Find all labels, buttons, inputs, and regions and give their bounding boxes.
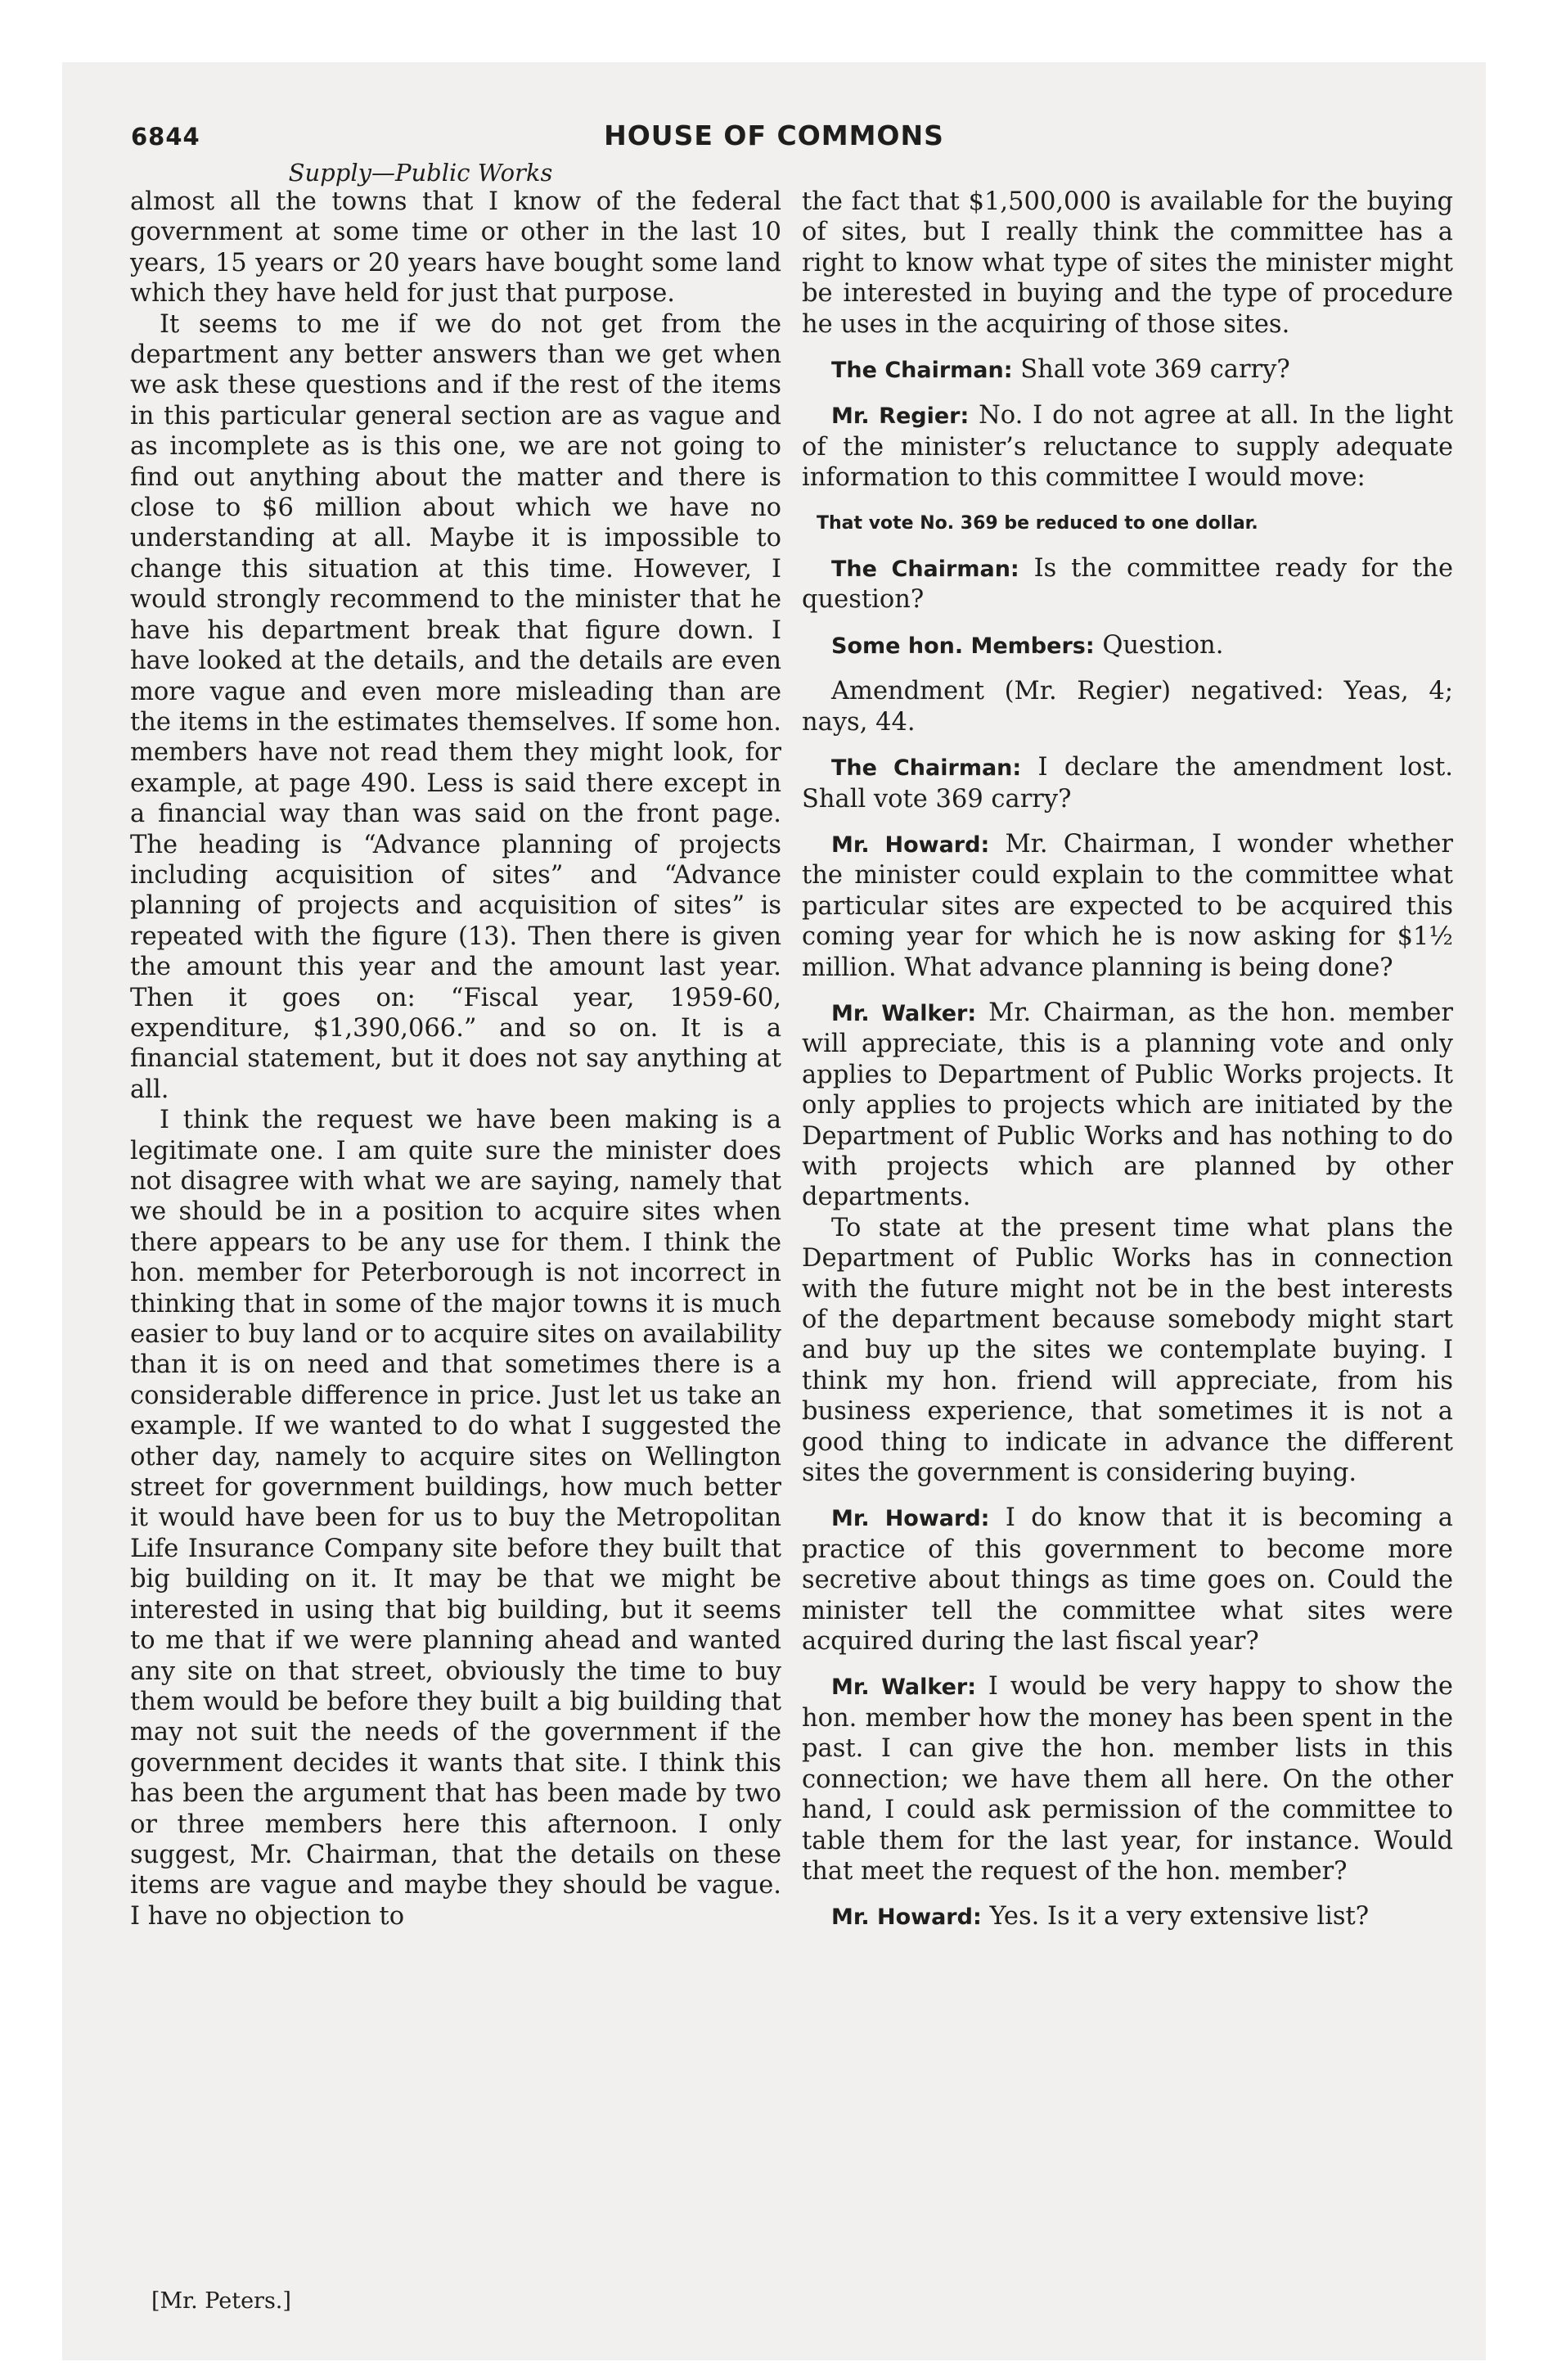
speech-text: Is the committee ready for the question? (802, 554, 1453, 615)
speech-text: I declare the amendment lost. Shall vote 369 carry? (802, 753, 1453, 814)
speech-text: I do know that it is becoming a practice of this government to become more secretive about things as time goes on. Could the minister tell the committee what sites were acquired during the last fiscal year? (802, 1503, 1453, 1657)
speech-text: Mr. Chairman, I wonder whether the minister could explain to the committee what particular sites are expected to be acquired this coming year for which he is now asking for $1½ million. What advance planning is being done? (802, 829, 1453, 982)
paragraph: To state at the present time what plans the Department of Public Works has in connection with the future might not be in the best interests of the department because somebody might start and buy up the sites we contemplate buying. I think my hon. friend will appreciate, from his business experience, that sometimes it is not a good thing to indicate in advance the different sites the government is considering buying. (802, 1213, 1453, 1488)
paragraph: the fact that $1,500,000 is available for the buying of sites, but I really think the committee has a right to know what type of sites the minister might be interested in buying and the type of procedure he uses in the acquiring of those sites. (802, 187, 1453, 339)
page-title: HOUSE OF COMMONS (604, 119, 944, 151)
speech (802, 1901, 1453, 1932)
speech-text: No. I do not agree at all. In the light of the minister’s reluctance to supply adequate information to this committee I would move: (802, 401, 1453, 493)
speaker-name: Mr. Howard: (831, 1506, 990, 1532)
speech-text: Question. (1094, 630, 1224, 660)
paragraph: almost all the towns that I know of the federal government at some time or other in the last 10 years, 15 years or 20 years have bought some land which they have held for just that purpose. (130, 187, 781, 309)
speech (802, 400, 1453, 493)
speaker-name: Mr. Walker: (831, 1000, 977, 1026)
speaker-attribution: [Mr. Peters.] (151, 2288, 291, 2314)
speech (802, 752, 1453, 814)
page (62, 62, 1486, 2360)
paragraph: It seems to me if we do not get from the department any better answers than we get when we ask these questions and if the rest of the items in this particular general section are as vague and as incomplete as is this one, we are not going to find out anything about the matter and there is close to $6 million about which we have no understanding at all. Maybe it is impossible to change this situation at this time. However, I would strongly recommend to the minister that he have his department break that figure down. I have looked at the details, and the details are even more vague and even more misleading than are the items in the estimates themselves. If some hon. members have not read them they might look, for example, at page 490. Less is said there except in a financial way than was said on the front page. The heading is “Advance planning of projects including acquisition of sites” and “Advance planning of projects and acquisition of sites” is repeated with the figure (13). Then there is given the amount this year and the amount last year. Then it goes on: “Fiscal year, 1959-60, expenditure, $1,390,066.” and so on. It is a financial statement, but it does not say anything at all. (130, 309, 781, 1104)
speech-text: Yes. Is it a very extensive list? (981, 1902, 1370, 1931)
right-column (802, 187, 1453, 1933)
speaker-name: The Chairman: (831, 557, 1019, 583)
speaker-name: The Chairman: (831, 358, 1013, 384)
speech-text: I would be very happy to show the hon. member how the money has been spent in the past. I can give the hon. member lists in this connection; we have them all here. On the other hand, I could ask permission of the committee to table them for the last year, for instance. Would that meet the request of the hon. member? (802, 1672, 1453, 1886)
speaker-name: Mr. Howard: (831, 832, 990, 858)
motion-text: That vote No. 369 be reduced to one dollar. (817, 512, 1258, 534)
speaker-name: Mr. Walker: (831, 1675, 977, 1701)
page-number: 6844 (131, 123, 200, 151)
section-heading: Supply—Public Works (288, 159, 553, 187)
speech (802, 829, 1453, 983)
paragraph: I think the request we have been making is a legitimate one. I am quite sure the minister does not disagree with what we are saying, namely that we should be in a position to acquire sites when there appears to be any use for them. I think the hon. member for Peterborough is not incorrect in thinking that in some of the major towns it is much easier to buy land or to acquire sites on availability than it is on need and that sometimes there is a considerable difference in price. Just let us take an example. If we wanted to do what I suggested the other day, namely to acquire sites on Wellington street for government buildings, how much better it would have been for us to buy the Metropolitan Life Insurance Company site before they built that big building on it. It may be that we might be interested in using that big building, but it seems to me that if we were planning ahead and wanted any site on that street, obviously the time to buy them would be before they built a big building that may not suit the needs of the government if the government decides it wants that site. I think this has been the argument that has been made by two or three members here this afternoon. I only suggest, Mr. Chairman, that the details on these items are vague and maybe they should be vague. I have no objection to (130, 1106, 781, 1931)
speech-text: Mr. Chairman, as the hon. member will appreciate, this is a planning vote and only applies to Department of Public Works projects. It only applies to projects which are initiated by the Department of Public Works and has nothing to do with projects which are planned by other departments. (802, 998, 1453, 1212)
speaker-name: The Chairman: (831, 755, 1022, 782)
speech (802, 553, 1453, 615)
speech-text: Shall vote 369 carry? (1012, 355, 1290, 385)
speaker-name: Some hon. Members: (831, 633, 1095, 659)
speech (802, 998, 1453, 1213)
speaker-name: Mr. Regier: (831, 403, 970, 430)
amendment-result: Amendment (Mr. Regier) negatived: Yeas, 4; nays, 44. (802, 677, 1453, 737)
left-column (130, 187, 781, 1931)
speech (802, 630, 1453, 661)
speech (802, 1671, 1453, 1886)
speech (802, 1503, 1453, 1657)
speech (802, 354, 1453, 385)
speaker-name: Mr. Howard: (831, 1904, 982, 1931)
